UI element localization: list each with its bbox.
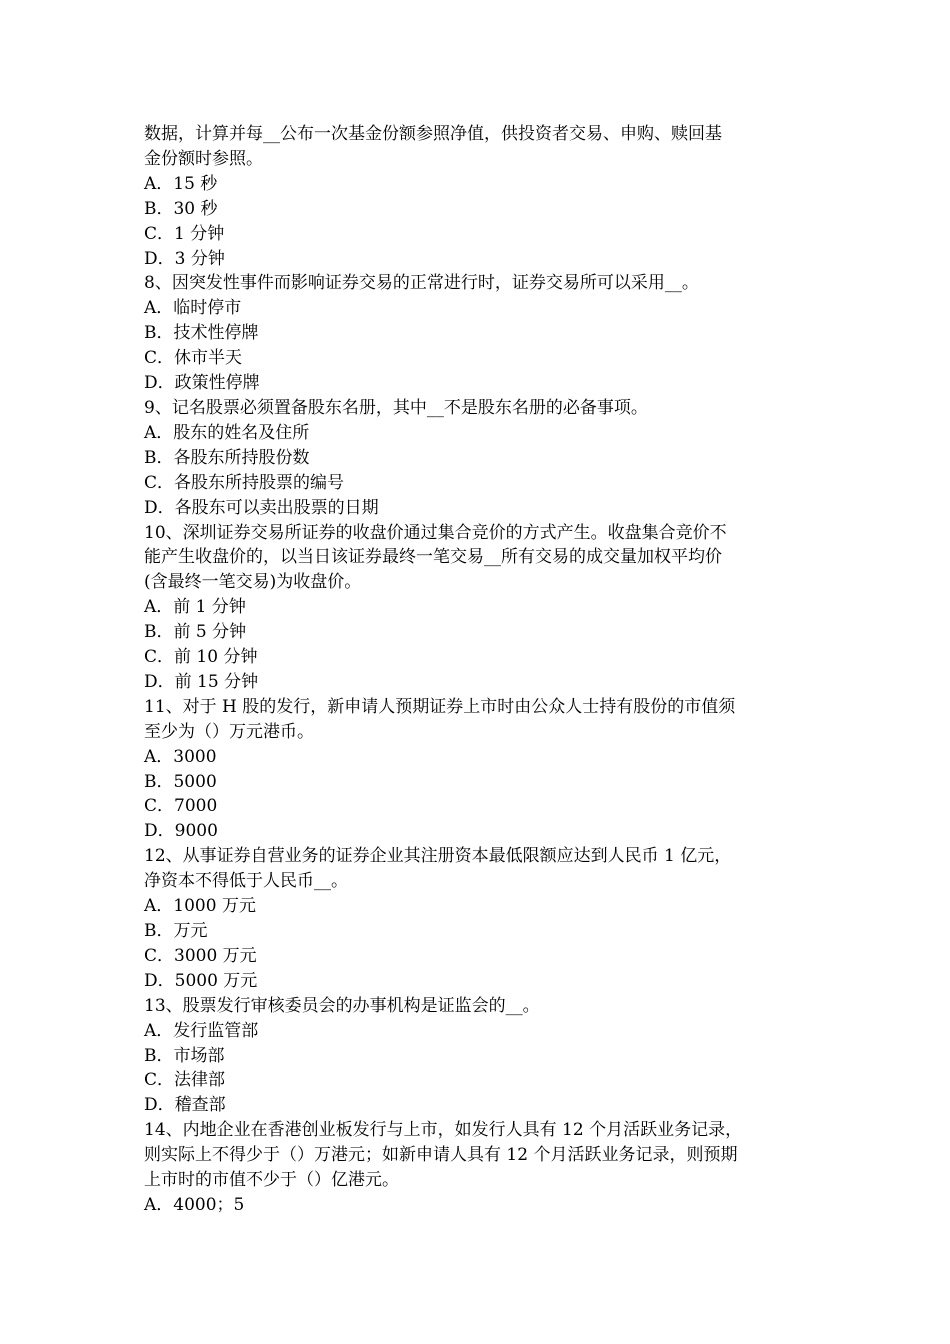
question-line: 8、因突发性事件而影响证券交易的正常进行时，证券交易所可以采用__。 [144, 273, 699, 294]
option-line: A．股东的姓名及住所 [144, 422, 310, 443]
option-line: B．市场部 [144, 1045, 225, 1066]
option-line: D．各股东可以卖出股票的日期 [144, 497, 379, 518]
question-line: 上市时的市值不少于（）亿港元。 [144, 1170, 399, 1191]
text-line: 数据，计算并每__公布一次基金份额参照净值，供投资者交易、申购、赎回基 [144, 124, 722, 144]
question-line: 则实际上不得少于（）万港元；如新申请人具有 12 个月活跃业务记录，则预期 [144, 1145, 738, 1166]
option-line: A．临时停市 [144, 298, 242, 319]
option-line: C．各股东所持股票的编号 [144, 472, 345, 493]
option-line: D．9000 [144, 821, 218, 842]
option-line: B．各股东所持股份数 [144, 447, 310, 468]
option-line: C．休市半天 [144, 348, 243, 369]
option-line: B．前 5 分钟 [144, 622, 247, 643]
option-line: D．3 分钟 [144, 248, 225, 269]
question-line: 14、内地企业在香港创业板发行与上市，如发行人具有 12 个月活跃业务记录， [144, 1120, 743, 1141]
option-line: C．法律部 [144, 1070, 226, 1091]
question-line: 10、深圳证券交易所证券的收盘价通过集合竞价的方式产生。收盘集合竞价不 [144, 522, 727, 543]
document-page [144, 122, 809, 1218]
option-line: C．前 10 分钟 [144, 647, 258, 668]
option-line: C．3000 万元 [144, 945, 257, 966]
option-line: C．1 分钟 [144, 223, 225, 244]
question-line: 至少为（）万元港币。 [144, 721, 314, 742]
option-line: B．万元 [144, 921, 208, 941]
question-line: 11、对于 H 股的发行，新申请人预期证券上市时由公众人士持有股份的市值须 [144, 696, 736, 717]
option-line: A．1000 万元 [144, 896, 256, 917]
option-line: B．30 秒 [144, 198, 218, 219]
question-line: (含最终一笔交易)为收盘价。 [144, 572, 362, 593]
option-line: A．4000；5 [144, 1194, 245, 1215]
option-line: D．政策性停牌 [144, 373, 260, 394]
option-line: D．稽查部 [144, 1095, 226, 1116]
question-line: 12、从事证券自营业务的证券企业其注册资本最低限额应达到人民币 1 亿元， [144, 846, 732, 867]
question-line: 净资本不得低于人民币__。 [144, 871, 348, 892]
option-line: A．发行监管部 [144, 1020, 259, 1041]
option-line: A．前 1 分钟 [144, 597, 246, 618]
option-line: A．15 秒 [144, 173, 218, 194]
option-line: D．前 15 分钟 [144, 671, 259, 692]
option-line: D．5000 万元 [144, 970, 258, 991]
option-line: B．5000 [144, 771, 217, 792]
question-line: 13、股票发行审核委员会的办事机构是证监会的__。 [144, 995, 540, 1016]
question-line: 能产生收盘价的，以当日该证券最终一笔交易__所有交易的成交量加权平均价 [144, 547, 722, 568]
option-line: C．7000 [144, 796, 218, 817]
option-line: B．技术性停牌 [144, 323, 259, 344]
question-line: 9、记名股票必须置备股东名册，其中__不是股东名册的必备事项。 [144, 397, 648, 418]
option-line: A．3000 [144, 746, 217, 767]
text-line: 金份额时参照。 [144, 148, 263, 169]
